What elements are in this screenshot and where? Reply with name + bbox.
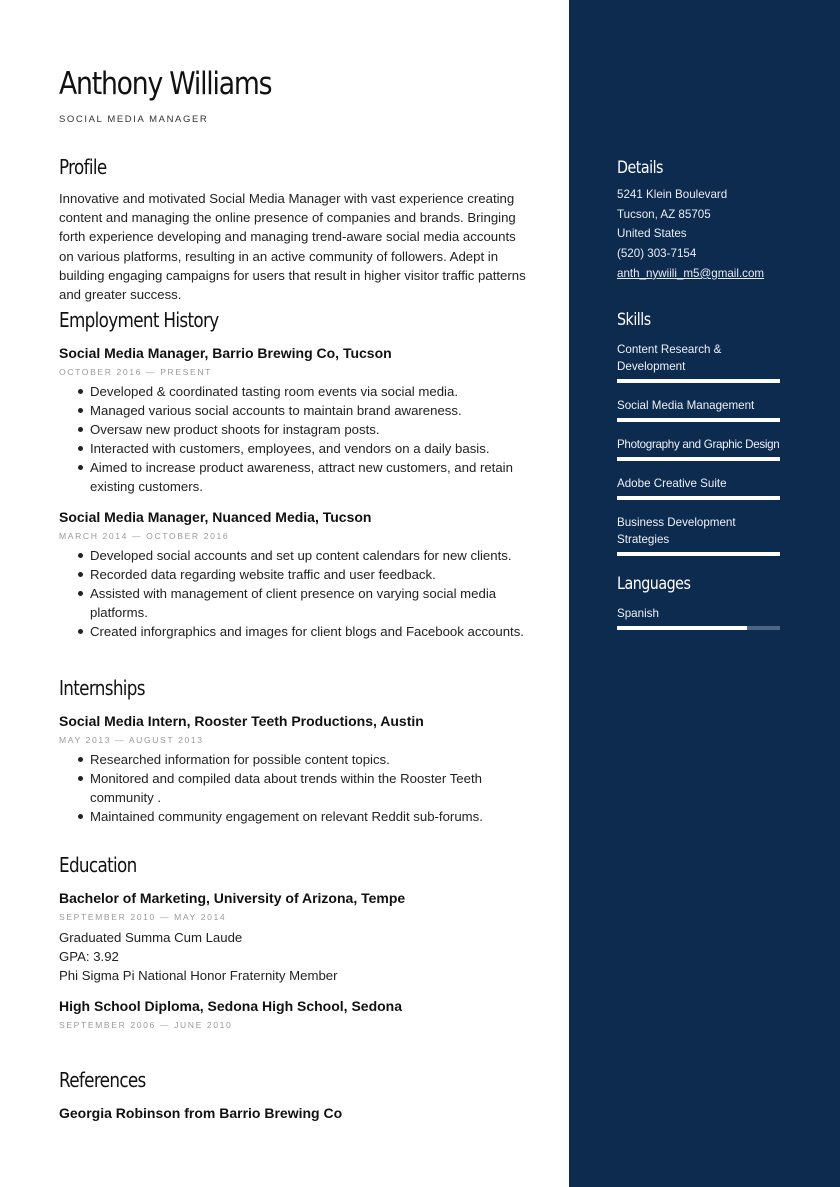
skill-item: [617, 514, 782, 556]
skill-level-bar: [617, 552, 780, 556]
employment-entry: [59, 344, 539, 496]
bullet-list: [59, 382, 539, 496]
country: United States: [617, 227, 687, 241]
internships-section: [59, 676, 539, 826]
references-section: [59, 1068, 539, 1122]
section-heading: Employment History: [59, 308, 219, 332]
bullet-item: Recorded data regarding website traffic and user feedback.: [59, 565, 539, 584]
education-entry: [59, 997, 539, 1031]
candidate-name: Anthony Williams: [59, 66, 272, 102]
bullet-list: [59, 750, 539, 826]
entry-title: Social Media Manager, Nuanced Media, Tucson: [59, 509, 372, 525]
language-name: Spanish: [617, 607, 659, 620]
sidebar-heading: Languages: [617, 574, 691, 594]
skill-item: [617, 436, 782, 461]
skills-section: [617, 310, 782, 570]
skill-name: Social Media Management: [617, 399, 755, 412]
language-level-fill: [617, 626, 747, 630]
education-detail: Phi Sigma Pi National Honor Fraternity Member: [59, 968, 338, 983]
bullet-item: Managed various social accounts to maintain brand awareness.: [59, 401, 539, 420]
bullet-item: Researched information for possible content topics.: [59, 750, 539, 769]
skill-level-fill: [617, 457, 780, 461]
entry-date: MARCH 2014 — OCTOBER 2016: [59, 531, 230, 541]
languages-section: [617, 574, 782, 644]
skill-level-bar: [617, 379, 780, 383]
entry-date: SEPTEMBER 2010 — MAY 2014: [59, 912, 227, 922]
bullet-item: Maintained community engagement on relevant Reddit sub-forums.: [59, 807, 539, 826]
section-heading: References: [59, 1068, 146, 1092]
entry-date: SEPTEMBER 2006 — JUNE 2010: [59, 1020, 233, 1030]
sidebar-heading: Details: [617, 158, 663, 178]
skill-item: [617, 341, 782, 383]
email-link[interactable]: anth_nywiili_m5@gmail.com: [617, 266, 765, 280]
skill-name: Photography and Graphic Design: [617, 438, 780, 451]
candidate-job-title: SOCIAL MEDIA MANAGER: [59, 114, 209, 125]
section-heading: Profile: [59, 155, 107, 179]
section-heading: Internships: [59, 676, 145, 700]
skill-level-bar: [617, 496, 780, 500]
language-level-bar: [617, 626, 780, 630]
bullet-item: Oversaw new product shoots for instagram posts.: [59, 420, 539, 439]
section-heading: Education: [59, 853, 137, 877]
profile-section: [59, 155, 539, 304]
entry-title: Social Media Manager, Barrio Brewing Co, Tucson: [59, 345, 392, 361]
bullet-list: [59, 546, 539, 641]
address-line-2: Tucson, AZ 85705: [617, 207, 711, 221]
education-detail: GPA: 3.92: [59, 949, 119, 964]
reference-entry: Georgia Robinson from Barrio Brewing Co: [59, 1105, 343, 1121]
skill-item: [617, 475, 782, 500]
sidebar-heading: Skills: [617, 310, 651, 330]
employment-section: [59, 308, 539, 641]
skill-name: Business Development Strategies: [617, 516, 736, 546]
address-line-1: 5241 Klein Boulevard: [617, 188, 728, 201]
bullet-item: Aimed to increase product awareness, attract new customers, and retain existing customers.: [59, 458, 519, 496]
entry-title: High School Diploma, Sedona High School, Sedona: [59, 998, 403, 1014]
entry-date: OCTOBER 2016 — PRESENT: [59, 367, 213, 377]
bullet-item: Assisted with management of client presence on varying social media platforms.: [59, 584, 509, 622]
skill-level-fill: [617, 418, 780, 422]
skill-item: [617, 397, 782, 422]
skill-level-fill: [617, 552, 780, 556]
entry-title: Bachelor of Marketing, University of Arizona, Tempe: [59, 890, 406, 906]
bullet-item: Created inforgraphics and images for client blogs and Facebook accounts.: [59, 622, 539, 641]
details-section: [617, 158, 782, 284]
language-item: [617, 605, 782, 630]
internship-entry: [59, 712, 539, 826]
education-section: [59, 853, 539, 1031]
skill-level-bar: [617, 457, 780, 461]
profile-text: Innovative and motivated Social Media Manager with vast experience creating content and managing the online presence of companies and brands. Bringing forth experience developing and managing trend-aware social media accounts on various platforms, resulting in an active community of followers. Adept in building engaging campaigns for users that result in higher visitor traffic patterns and greater success.: [59, 191, 526, 303]
phone: (520) 303-7154: [617, 247, 697, 261]
education-entry: [59, 889, 539, 985]
skill-level-fill: [617, 379, 780, 383]
bullet-item: Interacted with customers, employees, and vendors on a daily basis.: [59, 439, 539, 458]
entry-title: Social Media Intern, Rooster Teeth Productions, Austin: [59, 713, 424, 729]
education-detail: Graduated Summa Cum Laude: [59, 930, 243, 945]
bullet-item: Monitored and compiled data about trends within the Rooster Teeth community .: [59, 769, 499, 807]
skill-name: Adobe Creative Suite: [617, 477, 727, 490]
skill-level-fill: [617, 496, 780, 500]
skill-name: Content Research & Development: [617, 343, 722, 373]
employment-entry: [59, 508, 539, 641]
entry-date: MAY 2013 — AUGUST 2013: [59, 735, 204, 745]
bullet-item: Developed social accounts and set up content calendars for new clients.: [59, 546, 539, 565]
skill-level-bar: [617, 418, 780, 422]
bullet-item: Developed & coordinated tasting room events via social media.: [59, 382, 539, 401]
